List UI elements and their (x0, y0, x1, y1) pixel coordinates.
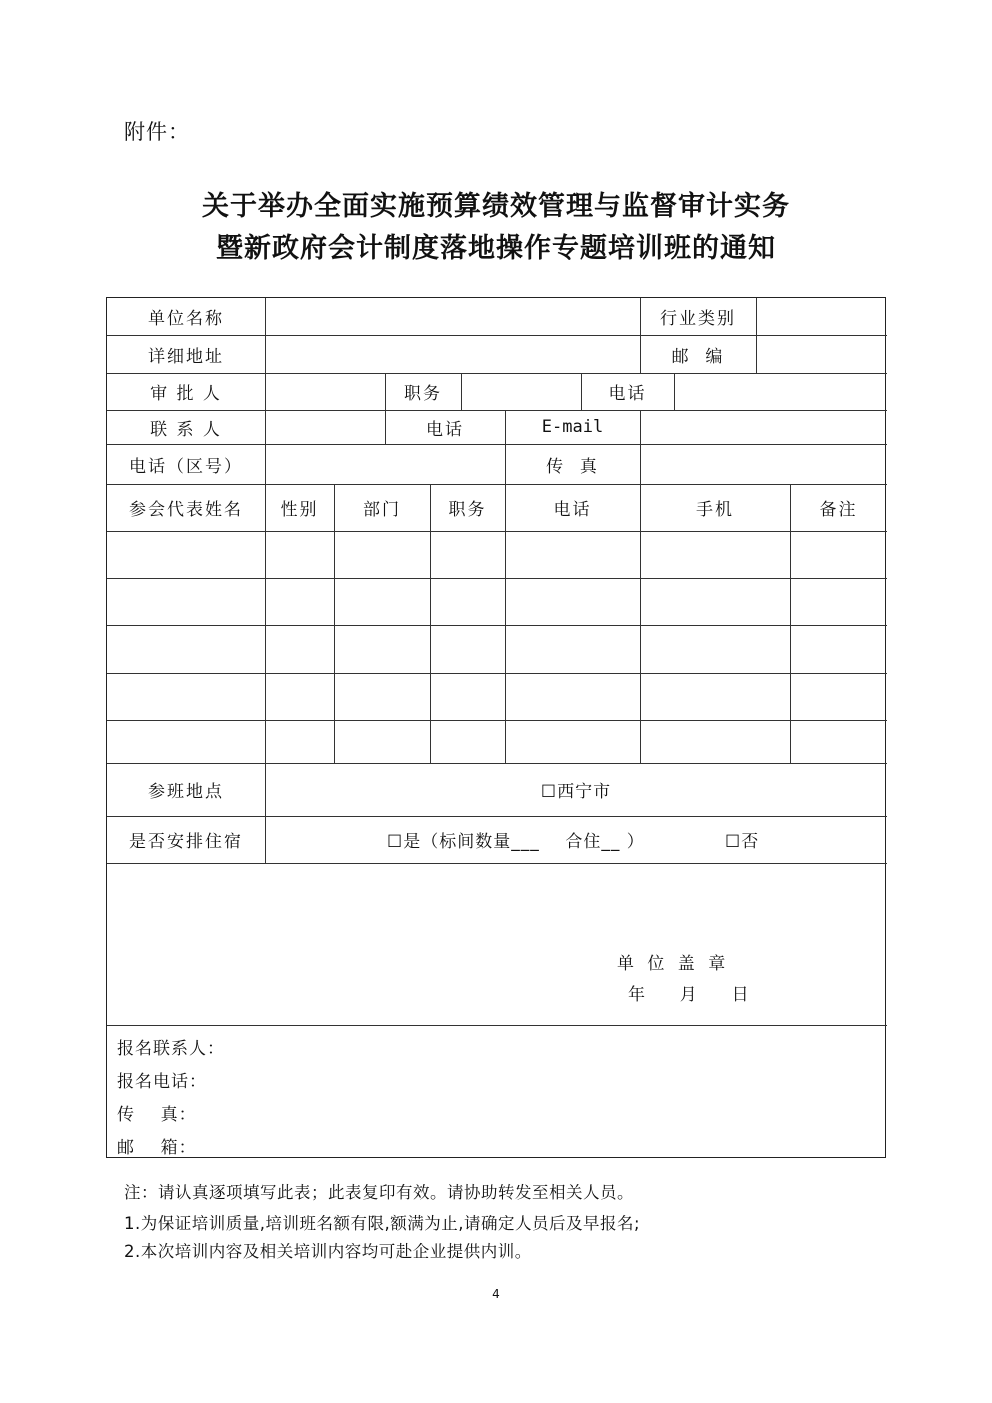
field-postcode[interactable] (756, 335, 887, 373)
label-approver: 审 批 人 (150, 384, 222, 404)
label-approver-phone: 电话 (608, 384, 647, 404)
field-email[interactable] (640, 410, 887, 444)
label-fax: 传 真 (546, 456, 599, 477)
date-label: 年 月 日 (628, 985, 757, 1005)
field-industry[interactable] (756, 298, 887, 335)
col-header-remark: 备注 (819, 500, 858, 520)
field-address[interactable] (265, 335, 640, 373)
note-line-0: 注：请认真逐项填写此表；此表复印有效。请协助转发至相关人员。 (124, 1183, 634, 1202)
reg-contact-label: 报名联系人： (117, 1039, 225, 1059)
col-header-position: 职务 (448, 500, 487, 520)
venue-checkbox-xining[interactable]: ☐西宁市 (540, 782, 612, 802)
attachment-label: 附件： (124, 120, 190, 144)
col-header-dept: 部门 (363, 500, 401, 520)
label-address: 详细地址 (148, 346, 224, 367)
field-fax[interactable] (640, 444, 887, 484)
field-phone-area[interactable] (265, 444, 505, 484)
document-title-line2: 暨新政府会计制度落地操作专题培训班的通知 (216, 233, 776, 264)
label-approver-position: 职务 (404, 384, 442, 404)
reg-phone-label: 报名电话： (117, 1072, 207, 1092)
label-unit-name: 单位名称 (148, 309, 224, 329)
note-line-1: 1.为保证培训质量,培训班名额有限,额满为止,请确定人员后及早报名; (124, 1214, 641, 1233)
field-approver-phone[interactable] (674, 373, 887, 410)
label-postcode: 邮 编 (671, 346, 725, 367)
label-contact-phone: 电话 (426, 419, 464, 440)
reg-email-label: 邮 箱： (117, 1138, 197, 1158)
reg-fax-label: 传 真： (117, 1105, 197, 1125)
field-contact[interactable] (265, 410, 385, 444)
label-email: E-mail (541, 417, 604, 437)
field-approver[interactable] (265, 373, 385, 410)
lodging-checkbox-yes[interactable]: ☐是（标间数量___ 合住__ ） (387, 832, 645, 852)
field-approver-position[interactable] (461, 373, 581, 410)
label-phone-area: 电话（区号） (129, 456, 243, 477)
document-title-line1: 关于举办全面实施预算绩效管理与监督审计实务 (202, 191, 790, 222)
unit-seal-label: 单 位 盖 章 (617, 954, 730, 974)
label-contact: 联 系 人 (150, 419, 222, 440)
lodging-checkbox-no[interactable]: ☐否 (725, 832, 760, 852)
registration-form (106, 297, 886, 1158)
col-header-name: 参会代表姓名 (129, 500, 243, 520)
label-industry: 行业类别 (660, 309, 736, 329)
label-lodging: 是否安排住宿 (129, 832, 243, 852)
field-unit-name[interactable] (265, 298, 640, 335)
label-venue: 参班地点 (148, 782, 224, 802)
col-header-gender: 性别 (280, 500, 319, 520)
col-header-phone: 电话 (553, 500, 592, 520)
col-header-mobile: 手机 (696, 500, 734, 520)
note-line-2: 2.本次培训内容及相关培训内容均可赴企业提供内训。 (124, 1242, 532, 1261)
page-number: 4 (492, 1287, 500, 1301)
